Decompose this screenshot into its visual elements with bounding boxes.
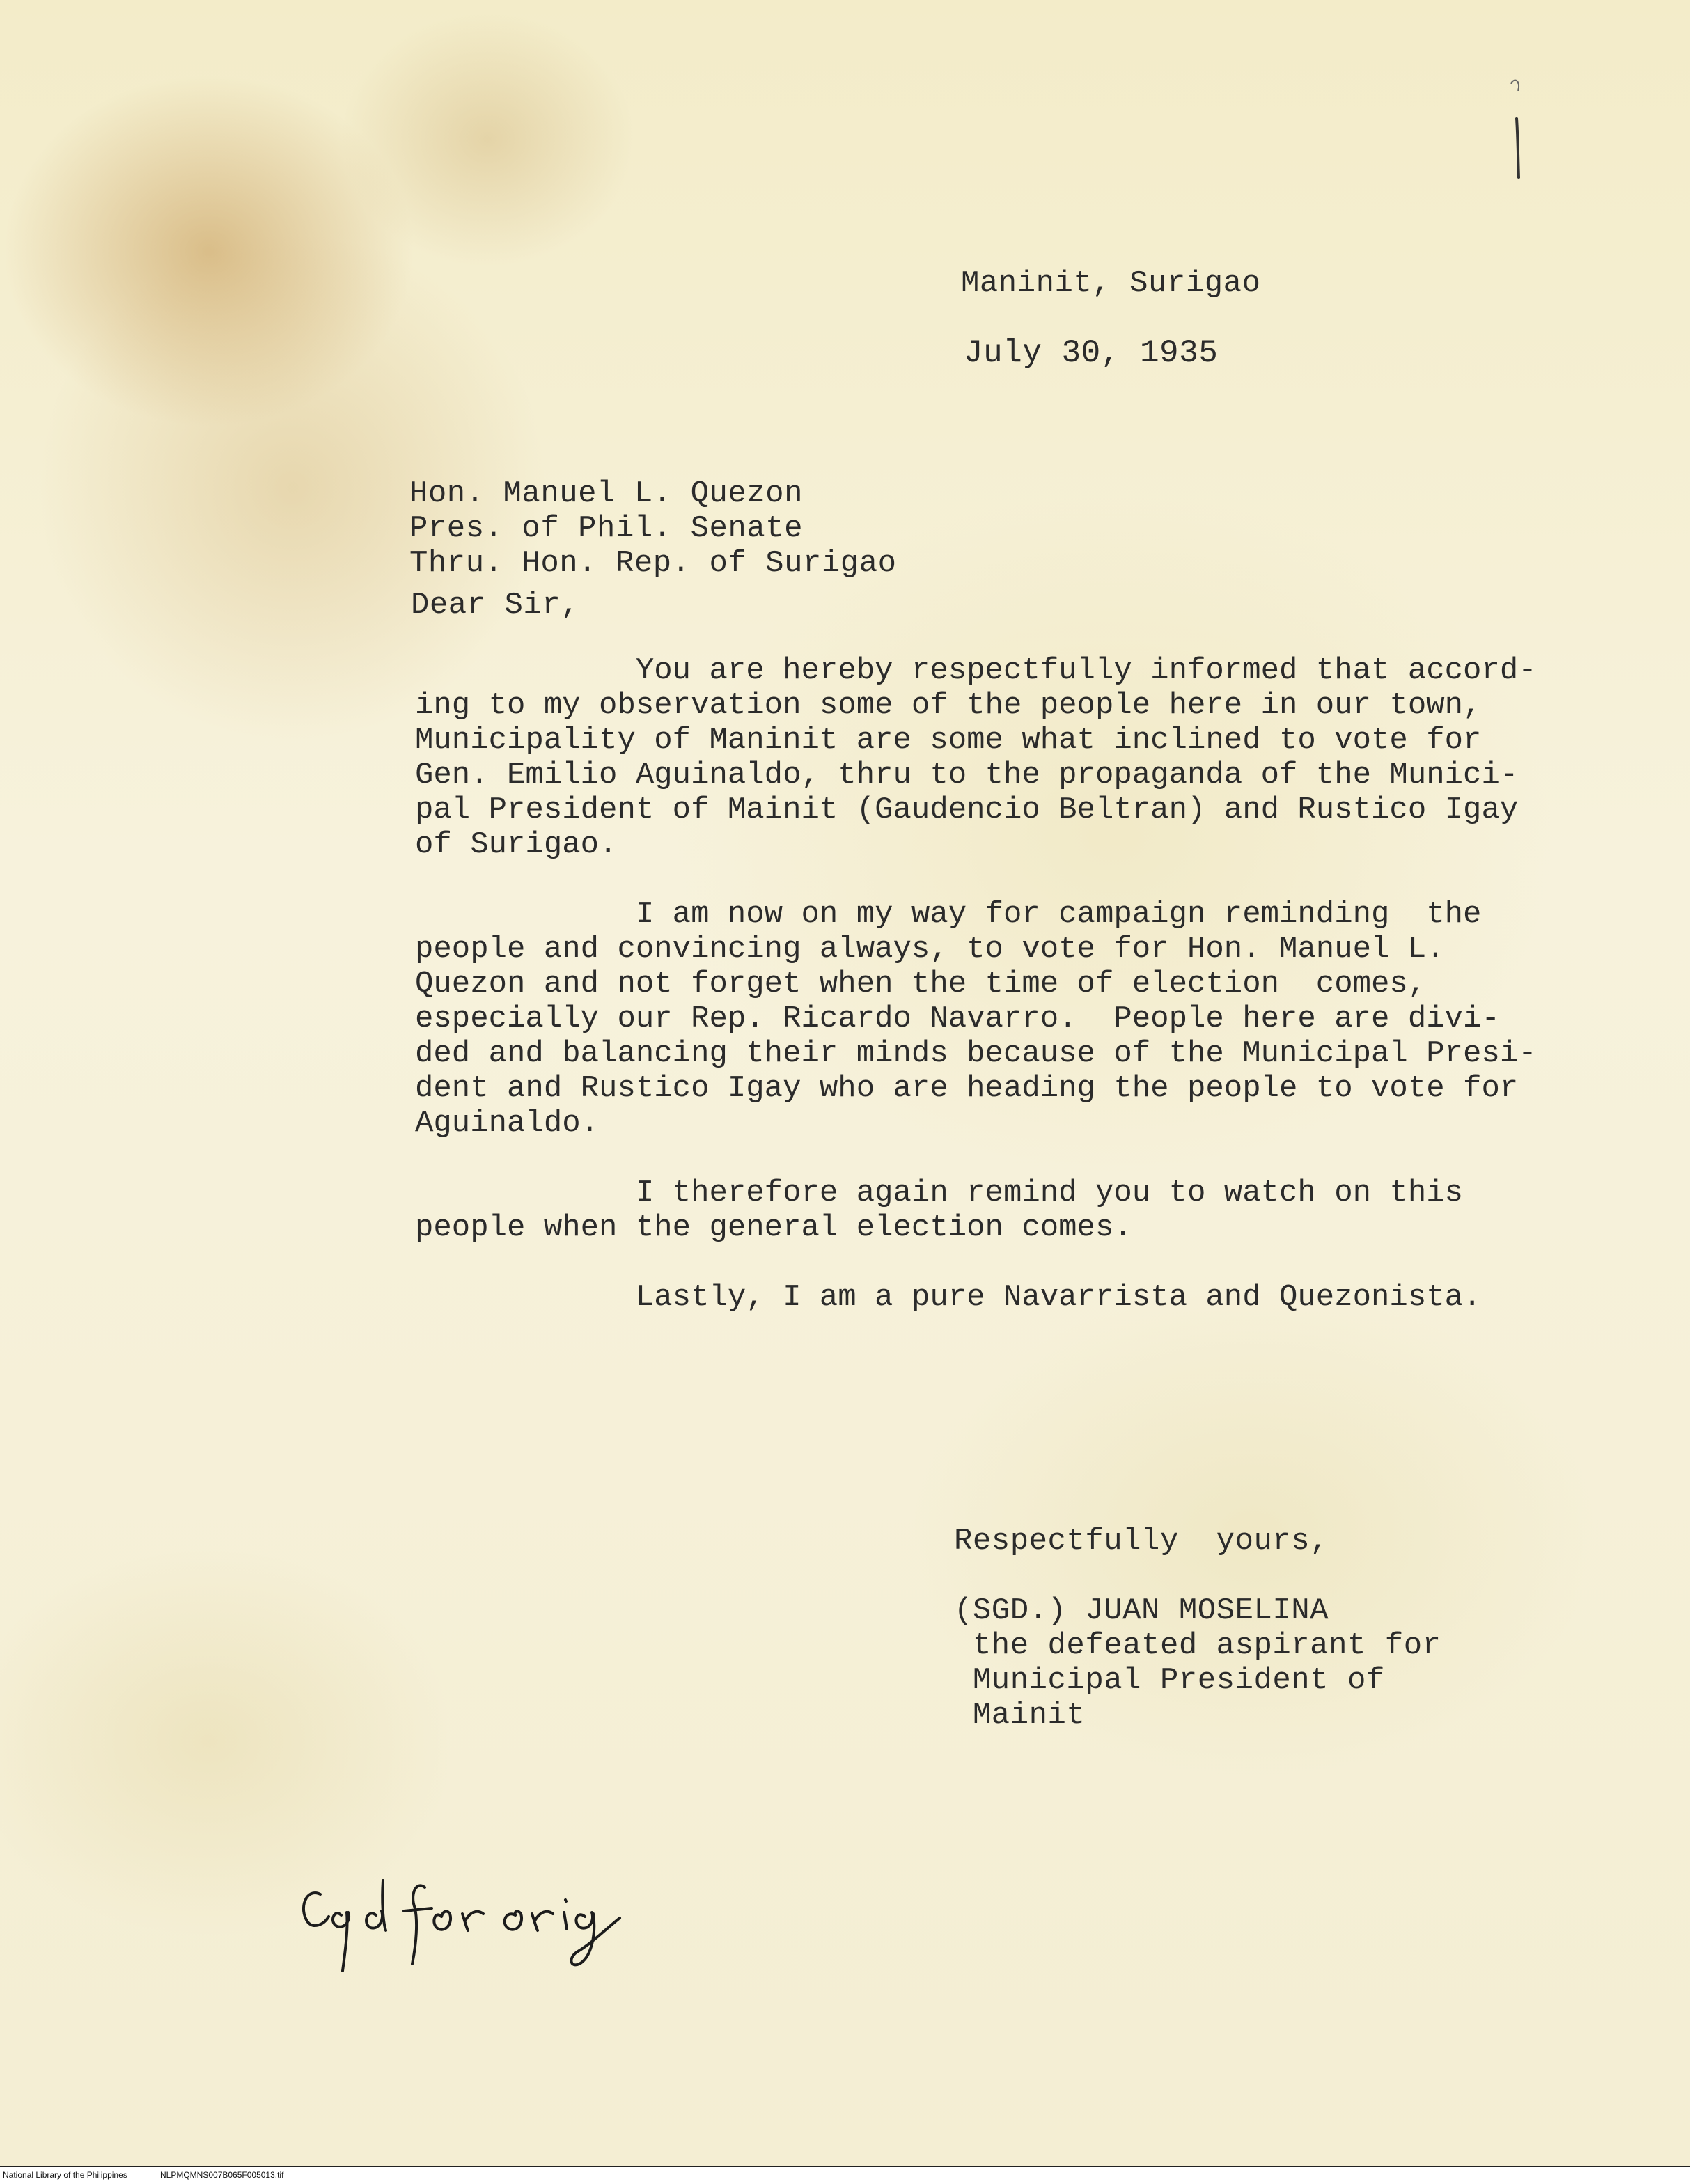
archive-footer: [0, 2166, 1690, 2184]
paragraph-1-line-6: of Surigao.: [415, 827, 618, 862]
paragraph-4-line-1: Lastly, I am a pure Navarrista and Quezonista.: [415, 1280, 1482, 1315]
paragraph-1-line-1: You are hereby respectfully informed that accord-: [415, 653, 1537, 688]
closing: Respectfully yours,: [954, 1524, 1329, 1559]
paragraph-3-line-1: I therefore again remind you to watch on this: [415, 1176, 1464, 1210]
paragraph-2-line-7: Aguinaldo.: [415, 1106, 600, 1141]
paragraph-1-line-5: pal President of Mainit (Gaudencio Beltran) and Rustico Igay: [415, 793, 1519, 827]
paragraph-2-line-3: Quezon and not forget when the time of election comes,: [415, 967, 1427, 1001]
paragraph-2-line-1: I am now on my way for campaign reminding the: [415, 897, 1482, 932]
salutation: Dear Sir,: [411, 588, 580, 623]
letter-place: Maninit, Surigao: [961, 266, 1261, 301]
paragraph-2-line-5: ded and balancing their minds because of the Municipal Presi-: [415, 1036, 1537, 1071]
paragraph-1-line-2: ing to my observation some of the people here in our town,: [415, 688, 1482, 723]
addressee-line-3: Thru. Hon. Rep. of Surigao: [409, 546, 897, 581]
margin-pencil-mark: [1497, 42, 1539, 181]
paragraph-2-line-2: people and convincing always, to vote for Hon. Manuel L.: [415, 932, 1445, 967]
paragraph-2-line-6: dent and Rustico Igay who are heading the people to vote for: [415, 1071, 1519, 1106]
signature-title-1: the defeated aspirant for: [954, 1628, 1441, 1663]
footer-file-id: NLPMQMNS007B065F005013.tif: [160, 2170, 284, 2180]
paragraph-2-line-4: especially our Rep. Ricardo Navarro. People here are divi-: [415, 1001, 1500, 1036]
letter-date: July 30, 1935: [964, 335, 1219, 371]
addressee-line-2: Pres. of Phil. Senate: [409, 511, 803, 546]
signature-name: (SGD.) JUAN MOSELINA: [954, 1593, 1329, 1628]
paragraph-1-line-3: Municipality of Maninit are some what inclined to vote for: [415, 723, 1482, 758]
signature-title-3: Mainit: [954, 1698, 1086, 1733]
paragraph-1-line-4: Gen. Emilio Aguinaldo, thru to the propaganda of the Munici-: [415, 758, 1519, 793]
addressee-line-1: Hon. Manuel L. Quezon: [409, 476, 803, 511]
handwritten-note: [292, 1866, 655, 1978]
paragraph-3-line-2: people when the general election comes.: [415, 1210, 1132, 1245]
signature-title-2: Municipal President of: [954, 1663, 1385, 1698]
footer-library: National Library of the Philippines: [3, 2170, 127, 2180]
